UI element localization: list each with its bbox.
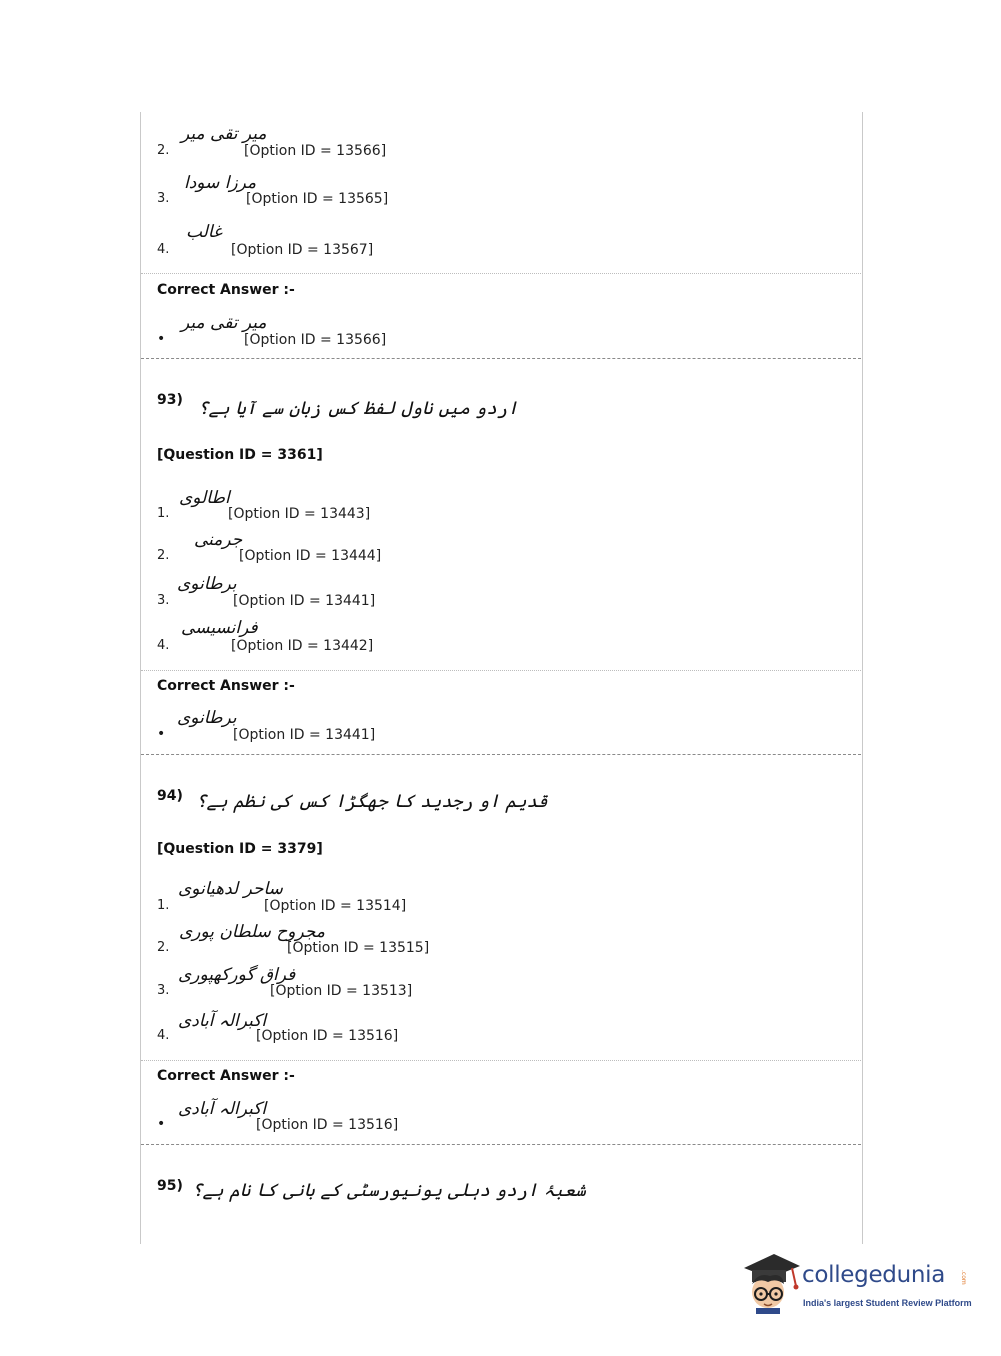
option-number: 1. xyxy=(157,506,170,521)
option-id: [Option ID = 13441] xyxy=(233,593,376,609)
correct-urdu-text: میر تقی میر xyxy=(181,313,267,333)
option-id: [Option ID = 13442] xyxy=(231,638,374,654)
option-id: [Option ID = 13566] xyxy=(244,143,387,159)
option-urdu-text: میر تقی میر xyxy=(181,124,267,144)
mascot-icon xyxy=(740,1250,800,1314)
question-number: 94) xyxy=(157,788,183,804)
question-urdu-text: قدیم او رجدید کا جھگڑا کس کی نظم ہے؟ xyxy=(196,791,548,812)
option-urdu-text: غالب xyxy=(186,222,222,242)
option-number: 3. xyxy=(157,191,170,206)
option-id: [Option ID = 13516] xyxy=(256,1028,399,1044)
question-urdu-text: شعبۂ اردو دہلی یونیورسٹی کے بانی کا نام ہے؟ xyxy=(192,1180,586,1201)
option-number: 2. xyxy=(157,143,170,158)
logo-wordmark: collegedunia xyxy=(802,1262,946,1288)
option-number: 3. xyxy=(157,593,170,608)
bullet: • xyxy=(157,1116,166,1132)
option-urdu-text: مجروح سلطان پوری xyxy=(179,922,325,942)
option-id: [Option ID = 13513] xyxy=(270,983,413,999)
option-id: [Option ID = 13443] xyxy=(228,506,371,522)
option-number: 1. xyxy=(157,898,170,913)
question-urdu-text: اردو میں ناول لفظ کس زبان سے آیا ہے؟ xyxy=(198,398,518,419)
option-urdu-text: برطانوی xyxy=(177,574,237,594)
question-number: 95) xyxy=(157,1178,183,1194)
divider xyxy=(141,670,861,671)
option-urdu-text: اکبرالہ آبادی xyxy=(178,1011,267,1031)
option-urdu-text: اطالوی xyxy=(179,488,230,508)
option-urdu-text: مرزا سودا xyxy=(184,173,257,193)
correct-option-id: [Option ID = 13566] xyxy=(244,332,387,348)
logo-suffix: .com xyxy=(960,1270,967,1285)
option-urdu-text: فرانسیسی xyxy=(181,618,258,638)
option-id: [Option ID = 13515] xyxy=(287,940,430,956)
option-id: [Option ID = 13567] xyxy=(231,242,374,258)
correct-urdu-text: برطانوی xyxy=(177,708,237,728)
option-number: 3. xyxy=(157,983,170,998)
question-divider xyxy=(141,754,861,755)
option-urdu-text: ساحر لدھیانوی xyxy=(178,879,283,899)
question-id: [Question ID = 3379] xyxy=(157,841,323,857)
logo-tagline: India's largest Student Review Platform xyxy=(803,1298,972,1308)
option-id: [Option ID = 13514] xyxy=(264,898,407,914)
option-number: 2. xyxy=(157,548,170,563)
option-number: 4. xyxy=(157,1028,170,1043)
question-divider xyxy=(141,358,861,359)
option-number: 4. xyxy=(157,242,170,257)
correct-urdu-text: اکبرالہ آبادی xyxy=(178,1099,267,1119)
option-urdu-text: فراق گورکھپوری xyxy=(178,965,296,985)
option-number: 2. xyxy=(157,940,170,955)
correct-answer-label: Correct Answer :- xyxy=(157,1068,295,1084)
correct-answer-label: Correct Answer :- xyxy=(157,678,295,694)
correct-option-id: [Option ID = 13441] xyxy=(233,727,376,743)
option-urdu-text: جرمنی xyxy=(194,530,243,550)
divider xyxy=(141,273,861,274)
question-divider xyxy=(141,1144,861,1145)
option-number: 4. xyxy=(157,638,170,653)
bullet: • xyxy=(157,331,166,347)
option-id: [Option ID = 13565] xyxy=(246,191,389,207)
correct-option-id: [Option ID = 13516] xyxy=(256,1117,399,1133)
question-id: [Question ID = 3361] xyxy=(157,447,323,463)
option-id: [Option ID = 13444] xyxy=(239,548,382,564)
bullet: • xyxy=(157,726,166,742)
correct-answer-label: Correct Answer :- xyxy=(157,282,295,298)
question-number: 93) xyxy=(157,392,183,408)
divider xyxy=(141,1060,861,1061)
